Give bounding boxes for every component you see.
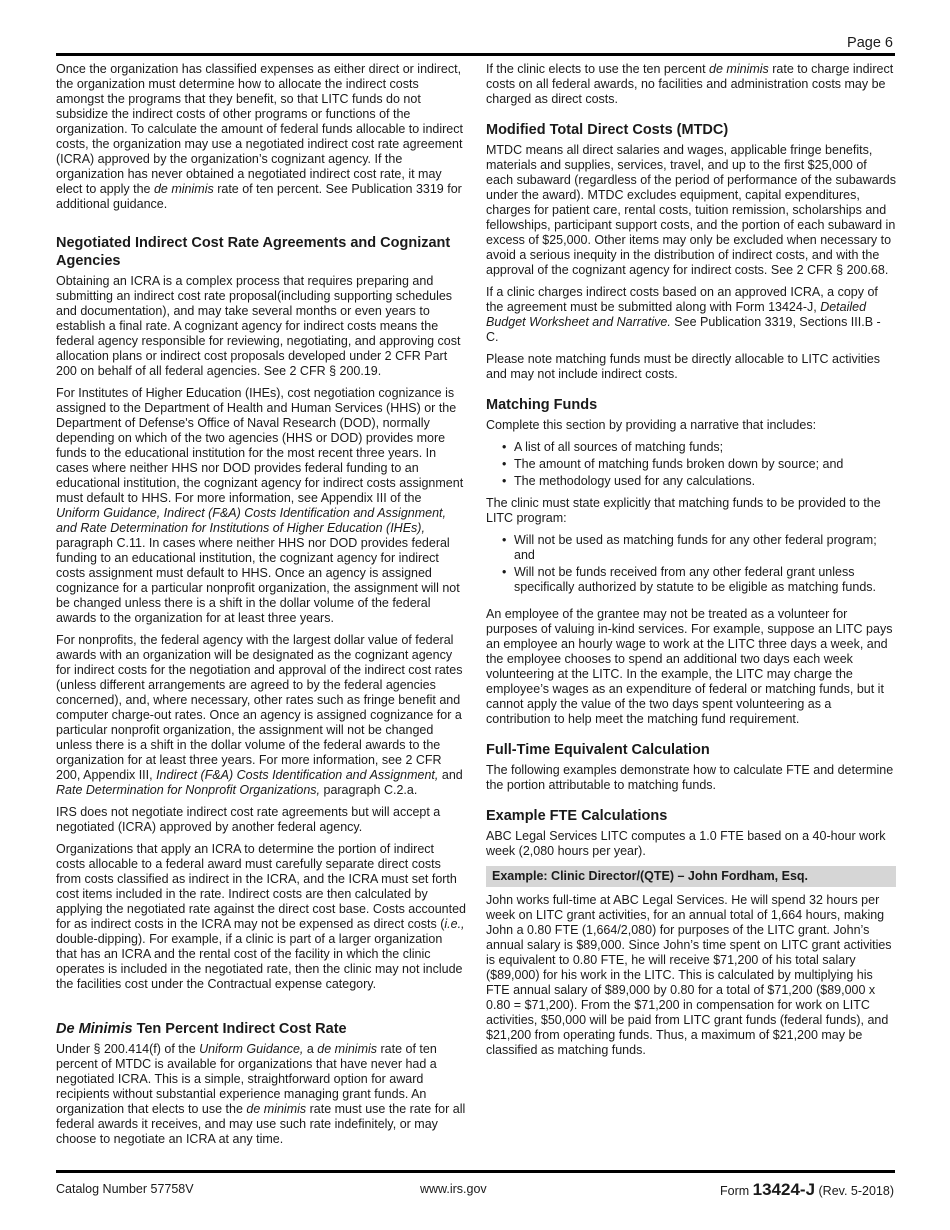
example-heading-bar: Example: Clinic Director/(QTE) – John Fordham, Esq. bbox=[486, 866, 896, 887]
form-number: 13424-J bbox=[752, 1180, 816, 1199]
text-run: Please note matching funds must be directly allocable to LITC activities and may not include indirect costs. bbox=[486, 352, 880, 381]
paragraph bbox=[56, 805, 466, 835]
paragraph bbox=[56, 1042, 466, 1147]
paragraph bbox=[486, 352, 896, 382]
italic-text: i.e., bbox=[444, 917, 465, 931]
section-heading-fte: Full-Time Equivalent Calculation bbox=[486, 742, 710, 758]
text-run: rate of ten percent. See Publication 3319 for additional guidance. bbox=[56, 182, 462, 211]
paragraph bbox=[486, 418, 896, 433]
list-item: • A list of all sources of matching funds; bbox=[514, 440, 896, 455]
form-revision: (Rev. 5-2018) bbox=[815, 1184, 894, 1198]
form-identifier bbox=[720, 1180, 894, 1200]
paragraph bbox=[486, 829, 896, 859]
form-prefix: Form bbox=[720, 1184, 753, 1198]
paragraph bbox=[486, 496, 896, 526]
right-column bbox=[486, 62, 896, 1065]
catalog-number: Catalog Number 57758V bbox=[56, 1182, 194, 1196]
page-number: Page 6 bbox=[847, 35, 893, 51]
italic-text: Indirect (F&A) Costs Identification and Assignment, bbox=[156, 768, 439, 782]
text-run: Under § 200.414(f) of the bbox=[56, 1042, 200, 1056]
italic-text: Rate Determination for Nonprofit Organizations, bbox=[56, 783, 321, 797]
paragraph bbox=[56, 62, 466, 212]
list-item: • The amount of matching funds broken down by source; and bbox=[514, 457, 896, 472]
text-run: The following examples demonstrate how to calculate FTE and determine the portion attributable to matching funds. bbox=[486, 763, 894, 792]
text-run: a bbox=[303, 1042, 318, 1056]
left-column bbox=[56, 62, 466, 1154]
section-heading-mtdc: Modified Total Direct Costs (MTDC) bbox=[486, 122, 729, 138]
bottom-rule bbox=[56, 1170, 895, 1173]
paragraph bbox=[486, 607, 896, 727]
text-run: paragraph C.11. In cases where neither HHS nor DOD provides federal funding to an educational institution, the cognizant agency for indirect costs assignment must default to HHS. Once an agency is assigned cognizance for a particular nonprofit organization, the assignment will not be changed unless there is a shift in the dollar volume of the federal awards to the organization for at least three years. bbox=[56, 536, 460, 625]
italic-text: Detailed Budget Worksheet and Narrative. bbox=[486, 300, 867, 329]
paragraph bbox=[486, 62, 896, 107]
paragraph bbox=[56, 633, 466, 798]
website-url: www.irs.gov bbox=[420, 1182, 487, 1196]
paragraph bbox=[486, 893, 896, 1058]
text-run: An employee of the grantee may not be treated as a volunteer for purposes of valuing in-kind services. For example, suppose an LITC pays an employee an hourly wage to work at the LITC three days a week, and the employee chooses to spend an additional two days each week volunteering at the LITC. In the example, the LITC may charge the employee’s wages as an expenditure of federal or matching funds, but it cannot apply the value of the two days spent volunteering as a contribution to help meet the matching fund requirement. bbox=[486, 607, 893, 726]
heading-italic-part: De Minimis bbox=[56, 1021, 133, 1037]
text-run: For Institutes of Higher Education (IHEs), cost negotiation cognizance is assigned to the Department of Health and Human Services (HHS) or the Department of Defense's Office of Naval Research (DOD), normally depending on which of the two agencies (HHS or DOD) provides more funds to the educational institution for the most recent three years. In cases where neither HHS nor DOD provides federal funding to an educational institution, the cognizant agency for indirect costs assignment must default to HHS. For more information, see Appendix III of the bbox=[56, 386, 464, 505]
text-run: For nonprofits, the federal agency with the largest dollar value of federal awards with an organization will be designated as the cognizant agency for indirect costs for the negotiation and approval of the indirect cost rates (unless different arrangements are agreed to by the federal agencies concerned), and, where necessary, other rates such as fringe benefit and computer charge-out rates. Once an agency is assigned cognizance for a particular nonprofit organization, the assignment will not be changed unless there is a shift in the dollar volume of the federal awards to the organization for at least three years. For more information, see 2 CFR 200, Appendix III, bbox=[56, 633, 463, 782]
text-run: MTDC means all direct salaries and wages, applicable fringe benefits, materials and supplies, services, travel, and up to the first $25,000 of each subaward (regardless of the period of performance of the subawards under the award). MTDC excludes equipment, capital expenditures, charges for patient care, rental costs, tuition remission, scholarships and fellowships, participant support costs, and the portion of each subaward in excess of $25,000. Other items may only be excluded when necessary to avoid a serious inequity in the distribution of indirect costs, and with the approval of the cognizant agency for indirect costs. See 2 CFR § 200.68. bbox=[486, 143, 896, 277]
matching-funds-list bbox=[486, 440, 896, 489]
paragraph bbox=[56, 842, 466, 992]
text-run: ABC Legal Services LITC computes a 1.0 FTE based on a 40-hour work week (2,080 hours per year). bbox=[486, 829, 886, 858]
italic-text: Uniform Guidance, Indirect (F&A) Costs Identification and Assignment, and Rate Determination for Institutions of Higher Education (IHEs), bbox=[56, 506, 446, 535]
section-heading-matching-funds: Matching Funds bbox=[486, 397, 598, 413]
section-heading-de-minimis bbox=[56, 1020, 466, 1038]
text-run: John works full-time at ABC Legal Services. He will spend 32 hours per week on LITC grant activities, for an annual total of 1,664 hours, making John a 0.80 FTE (1,664/2,080) for purposes of the LITC grant. John’s annual salary is $89,000. Since John’s time spent on LITC grant activities is equivalent to 0.80 FTE, he will receive $71,200 of his total salary ($89,000) for his work in the LITC. This is calculated by multiplying his FTE annual salary of $89,000 by 0.80 for a total of $71,200 ($89,000 x 0.80 = $71,200). From the $71,200 in compensation for work on LITC activities, $50,000 will be paid from LITC grant funds (federal funds), and $21,200 from operating funds. Thus, a maximum of $21,200 may be classified as matching funds. bbox=[486, 893, 892, 1057]
list-item: • The methodology used for any calculations. bbox=[514, 474, 896, 489]
paragraph bbox=[486, 285, 896, 345]
paragraph bbox=[486, 143, 896, 278]
heading-rest: Ten Percent Indirect Cost Rate bbox=[132, 1021, 347, 1037]
text-run: rate of ten percent of MTDC is available for organizations that have never had a negotiated ICRA. This is a simple, straightforward option for award recipients without substantial experience managing grant funds. An organization that elects to use the bbox=[56, 1042, 437, 1116]
text-run: The clinic must state explicitly that matching funds to be provided to the LITC program: bbox=[486, 496, 881, 525]
italic-text: de minimis bbox=[153, 182, 214, 196]
text-run: Organizations that apply an ICRA to determine the portion of indirect costs allocable to a federal award must carefully separate direct costs from costs classified as indirect in the ICRA, and the ICRA must set forth cost items included in the rate. Indirect costs are then calculated by applying the negotiated rate against the direct cost base. Costs accounted for as indirect costs in the ICRA may not be expensed as direct costs ( bbox=[56, 842, 466, 931]
italic-text: Uniform Guidance, bbox=[199, 1042, 304, 1056]
text-run: rate to charge indirect costs on all federal awards, no facilities and administration costs may be charged as direct costs. bbox=[486, 62, 894, 106]
section-heading-example-fte: Example FTE Calculations bbox=[486, 808, 668, 824]
paragraph bbox=[56, 274, 466, 379]
text-run: See Publication 3319, Sections III.B - C. bbox=[486, 315, 881, 344]
text-run: If a clinic charges indirect costs based on an approved ICRA, a copy of the agreement must be submitted along with Form 13424-J, bbox=[486, 285, 878, 314]
paragraph bbox=[486, 763, 896, 793]
list-item: • Will not be funds received from any other federal grant unless specifically authorized by statute to be eligible as matching funds. bbox=[514, 565, 896, 595]
section-heading-icra: Negotiated Indirect Cost Rate Agreements and Cognizant Agencies bbox=[56, 235, 451, 269]
matching-funds-conditions-list bbox=[486, 533, 896, 595]
text-run: double-dipping). For example, if a clinic is part of a larger organization that has an ICRA and the rental cost of the facility in which the clinic operates is included in the negotiated rate, then the clinic may not include the facilities cost under the Contractual expense category. bbox=[56, 932, 463, 991]
paragraph bbox=[56, 386, 466, 626]
text-run: Complete this section by providing a narrative that includes: bbox=[486, 418, 817, 432]
text-run: paragraph C.2.a. bbox=[320, 783, 418, 797]
text-run: Obtaining an ICRA is a complex process that requires preparing and submitting an indirect cost rate proposal(including supporting schedules and documentation), and may take several months or even years to establish a final rate. A cognizant agency for indirect costs means the federal agency responsible for reviewing, negotiating, and approving cost allocation plans or indirect cost proposals developed under 2 CFR Part 200 on behalf of all federal agencies. See 2 CFR § 200.19. bbox=[56, 274, 461, 378]
text-run: Once the organization has classified expenses as either direct or indirect, the organization must determine how to allocate the indirect costs amongst the programs that they benefit, so that LITC funds do not subsidize the indirect costs of other programs or functions of the organization. To calculate the amount of federal funds allocable to indirect costs, the organization may use a negotiated indirect cost rate agreement (ICRA) approved by the organization’s cognizant agency. If the organization has never obtained a negotiated indirect cost rate, it may elect to apply the bbox=[56, 62, 463, 196]
text-run: rate must use the rate for all federal awards it receives, and may use such rate indefinitely, or may choose to negotiate an ICRA at any time. bbox=[56, 1102, 466, 1146]
italic-text: de minimis bbox=[246, 1102, 307, 1116]
text-run: If the clinic elects to use the ten percent bbox=[486, 62, 710, 76]
text-run: IRS does not negotiate indirect cost rate agreements but will accept a negotiated (ICRA) approved by another federal agency. bbox=[56, 805, 441, 834]
top-rule bbox=[56, 53, 895, 56]
list-item: • Will not be used as matching funds for any other federal program; and bbox=[514, 533, 896, 563]
italic-text: de minimis bbox=[709, 62, 769, 76]
text-run: and bbox=[438, 768, 463, 782]
italic-text: de minimis bbox=[317, 1042, 378, 1056]
